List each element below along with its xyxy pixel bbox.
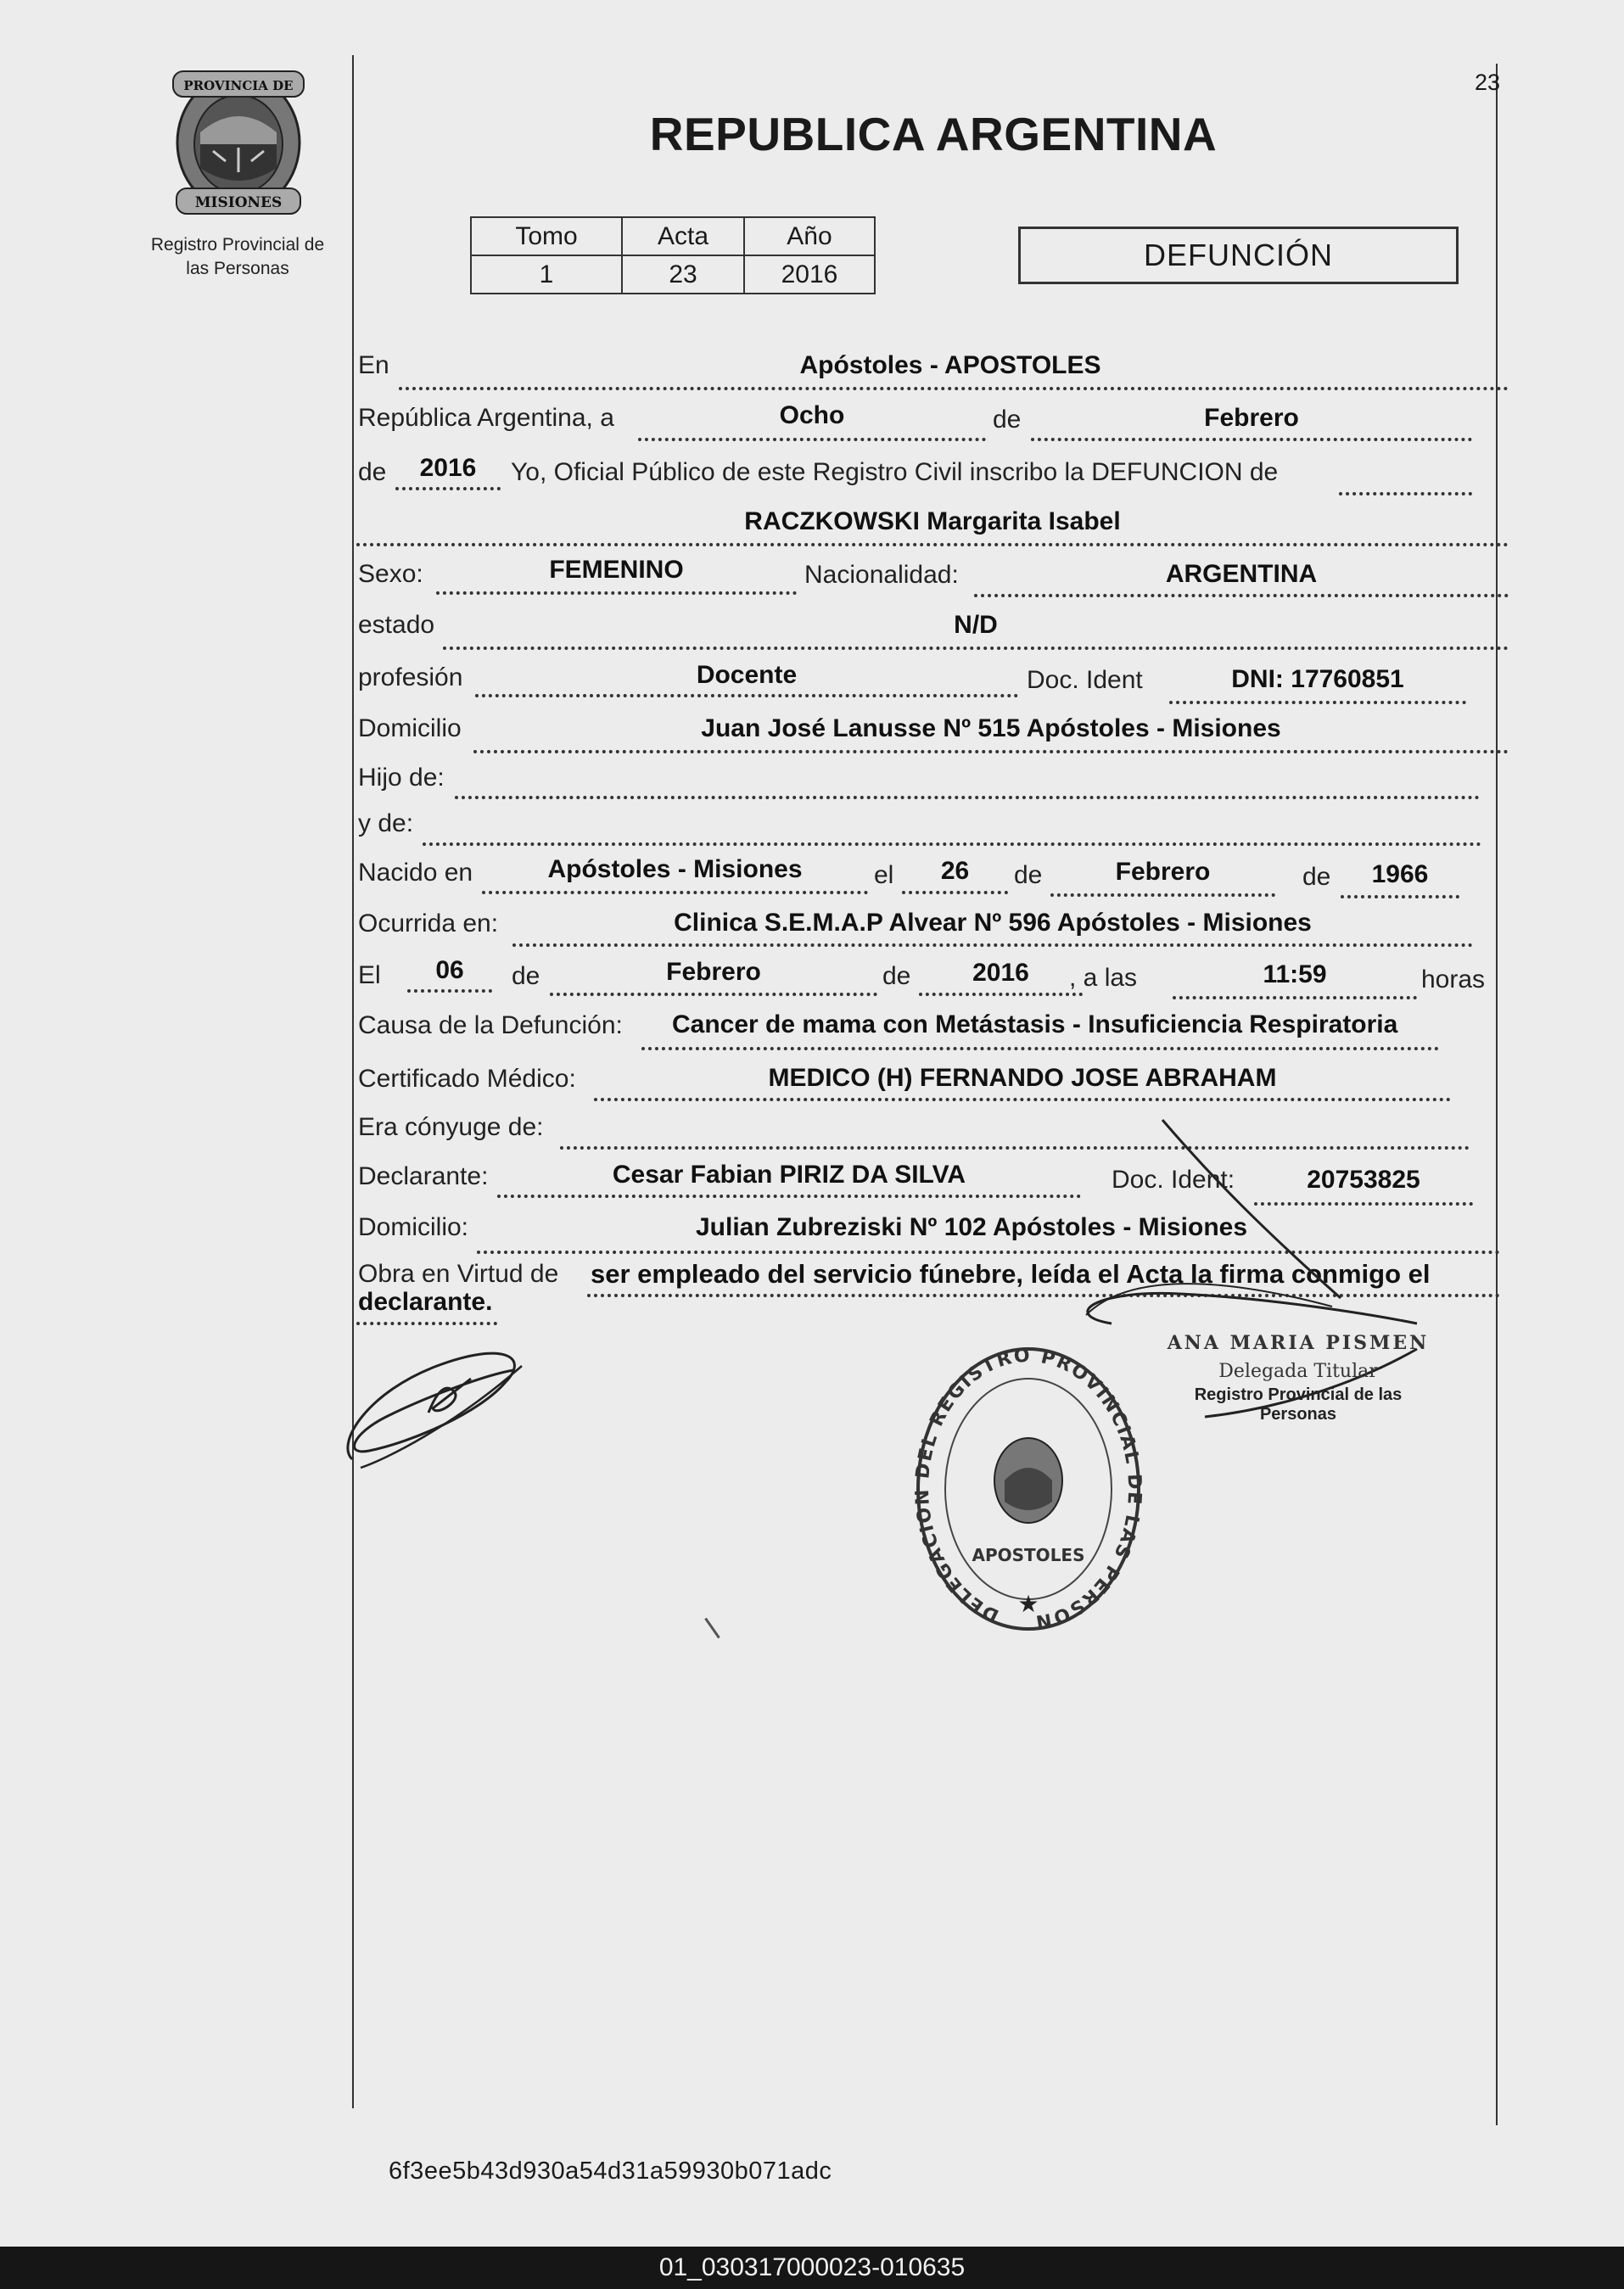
value-obra-line1: ser empleado del servicio fúnebre, leída el Acta la firma conmigo el bbox=[591, 1259, 1431, 1289]
dots-nac-mes bbox=[1050, 893, 1275, 897]
value-profesion: Docente bbox=[696, 661, 798, 689]
value-def-dia: 06 bbox=[435, 956, 464, 984]
value-sexo: FEMENINO bbox=[549, 556, 684, 584]
stamp-star-icon: ★ bbox=[1017, 1591, 1039, 1617]
logo-caption-line2: las Personas bbox=[186, 259, 289, 278]
document-type-box: DEFUNCIÓN bbox=[1018, 227, 1459, 284]
label-y-de: y de: bbox=[358, 809, 414, 837]
dots-nac-anio bbox=[1341, 895, 1459, 898]
dots-defuncion-de bbox=[1339, 492, 1472, 495]
label-de-5: de bbox=[512, 962, 540, 990]
dots-hijo-de bbox=[455, 796, 1480, 799]
value-ocurrida-en: Clinica S.E.M.A.P Alvear Nº 596 Apóstoles - Misiones bbox=[674, 909, 1312, 937]
official-office: Registro Provincial de las Personas bbox=[1194, 1385, 1403, 1424]
value-certificado: MEDICO (H) FERNANDO JOSE ABRAHAM bbox=[768, 1064, 1277, 1092]
dots-dia bbox=[638, 438, 986, 441]
value-dia-texto: Ocho bbox=[779, 401, 845, 429]
value-documento: DNI: 17760851 bbox=[1231, 665, 1404, 693]
dots-nac-dia bbox=[902, 891, 1008, 894]
acta-value: 23 bbox=[622, 255, 744, 294]
coat-of-arms-logo bbox=[166, 66, 311, 219]
value-lugar: Apóstoles - APOSTOLES bbox=[799, 351, 1101, 379]
value-def-mes: Febrero bbox=[666, 958, 761, 986]
tomo-header: Tomo bbox=[471, 217, 622, 255]
anio-value: 2016 bbox=[744, 255, 875, 294]
stamp-ring-text: DELEGACION DEL REGISTRO PROVINCIAL DE LAS PERSONAS bbox=[901, 1320, 1145, 1633]
stamp-inner-text: APOSTOLES bbox=[972, 1545, 1085, 1565]
dots-ocurrida-en bbox=[512, 943, 1473, 947]
left-margin-line bbox=[352, 55, 354, 2108]
dots-def-mes bbox=[550, 993, 877, 996]
document-hash: 6f3ee5b43d930a54d31a59930b071adc bbox=[389, 2157, 832, 2185]
label-yo-oficial: Yo, Oficial Público de este Registro Civil inscribo la DEFUNCION de bbox=[511, 458, 1279, 486]
label-causa: Causa de la Defunción: bbox=[358, 1011, 623, 1039]
label-declarante: Declarante: bbox=[358, 1162, 489, 1190]
value-mes-texto: Febrero bbox=[1204, 404, 1299, 432]
value-obra-line2: declarante. bbox=[358, 1288, 493, 1316]
label-doc-ident: Doc. Ident bbox=[1027, 666, 1143, 694]
label-el: el bbox=[874, 861, 894, 889]
label-nacido-en: Nacido en bbox=[358, 859, 473, 887]
footer-id-bar: 01_030317000023-010635 bbox=[0, 2247, 1624, 2289]
label-el-cap: El bbox=[358, 961, 381, 989]
value-anio: 2016 bbox=[419, 454, 477, 482]
dots-domicilio bbox=[473, 750, 1509, 753]
label-de-4: de bbox=[1302, 863, 1331, 891]
label-obra-en-virtud: Obra en Virtud de bbox=[358, 1260, 559, 1288]
dots-sexo bbox=[436, 591, 797, 595]
dots-documento bbox=[1169, 701, 1466, 704]
page-title: REPUBLICA ARGENTINA bbox=[649, 108, 1218, 160]
value-causa: Cancer de mama con Metástasis - Insuficiencia Respiratoria bbox=[672, 1010, 1398, 1038]
label-de-2: de bbox=[358, 458, 387, 486]
value-nac-anio: 1966 bbox=[1371, 860, 1429, 888]
acta-header: Acta bbox=[622, 217, 744, 255]
label-en: En bbox=[358, 351, 389, 379]
page-number: 23 bbox=[1475, 70, 1501, 95]
dots-obra-2 bbox=[356, 1322, 497, 1325]
value-nacido-en: Apóstoles - Misiones bbox=[547, 855, 803, 883]
tomo-value: 1 bbox=[471, 255, 622, 294]
dots-causa bbox=[641, 1047, 1439, 1050]
label-profesion: profesión bbox=[358, 663, 463, 691]
dots-anio bbox=[395, 487, 501, 490]
anio-header: Año bbox=[744, 217, 875, 255]
label-de-3: de bbox=[1014, 861, 1043, 889]
dots-certificado bbox=[594, 1098, 1451, 1101]
dots-def-anio bbox=[919, 993, 1083, 996]
label-de-1: de bbox=[993, 406, 1022, 434]
value-def-anio: 2016 bbox=[972, 959, 1029, 987]
coat-top-text: PROVINCIA DE bbox=[183, 78, 294, 93]
label-hijo-de: Hijo de: bbox=[358, 764, 445, 792]
dots-hora bbox=[1173, 996, 1417, 999]
value-declarante: Cesar Fabian PIRIZ DA SILVA bbox=[612, 1161, 966, 1189]
value-estado: N/D bbox=[954, 611, 998, 639]
stray-mark bbox=[704, 1618, 720, 1639]
logo-caption bbox=[136, 233, 339, 281]
dots-nombre bbox=[356, 543, 1509, 546]
label-horas: horas bbox=[1421, 965, 1486, 993]
value-domicilio: Juan José Lanusse Nº 515 Apóstoles - Misiones bbox=[701, 714, 1281, 742]
dots-estado bbox=[443, 646, 1509, 650]
value-declarante-doc: 20753825 bbox=[1307, 1166, 1420, 1194]
label-a-las: , a las bbox=[1069, 964, 1138, 992]
dots-declarante bbox=[497, 1195, 1081, 1198]
registry-stamp bbox=[901, 1320, 1147, 1642]
value-nombre: RACZKOWSKI Margarita Isabel bbox=[744, 507, 1121, 535]
value-nac-dia: 26 bbox=[940, 857, 970, 885]
label-doc-ident-2: Doc. Ident: bbox=[1112, 1166, 1235, 1194]
dots-nacionalidad bbox=[974, 594, 1509, 597]
label-certificado: Certificado Médico: bbox=[358, 1065, 576, 1093]
value-declarante-domicilio: Julian Zubreziski Nº 102 Apóstoles - Misiones bbox=[696, 1213, 1248, 1241]
label-domicilio-2: Domicilio: bbox=[358, 1213, 469, 1241]
official-name: ANA MARIA PISMEN bbox=[1167, 1332, 1430, 1354]
dots-y-de bbox=[423, 842, 1481, 846]
official-role: Delegada Titular bbox=[1218, 1361, 1378, 1382]
dots-nacido-en bbox=[482, 891, 868, 894]
label-ocurrida-en: Ocurrida en: bbox=[358, 909, 499, 937]
official-stamp-text bbox=[1154, 1332, 1442, 1424]
value-nac-mes: Febrero bbox=[1115, 858, 1211, 886]
label-conyuge: Era cónyuge de: bbox=[358, 1113, 544, 1141]
value-nacionalidad: ARGENTINA bbox=[1165, 560, 1318, 588]
dots-mes bbox=[1031, 438, 1472, 441]
label-republica: República Argentina, a bbox=[358, 404, 614, 432]
label-domicilio: Domicilio bbox=[358, 714, 462, 742]
label-sexo: Sexo: bbox=[358, 560, 423, 588]
logo-caption-line1: Registro Provincial de bbox=[150, 235, 325, 255]
label-nacionalidad: Nacionalidad: bbox=[804, 561, 959, 589]
value-hora: 11:59 bbox=[1263, 960, 1327, 988]
dots-def-dia bbox=[407, 989, 492, 993]
registry-table bbox=[470, 216, 876, 294]
coat-bottom-text: MISIONES bbox=[194, 194, 283, 211]
dots-profesion bbox=[475, 694, 1018, 697]
label-estado: estado bbox=[358, 611, 435, 639]
declarant-signature bbox=[335, 1332, 539, 1476]
dots-lugar bbox=[399, 387, 1509, 390]
label-de-6: de bbox=[882, 962, 911, 990]
